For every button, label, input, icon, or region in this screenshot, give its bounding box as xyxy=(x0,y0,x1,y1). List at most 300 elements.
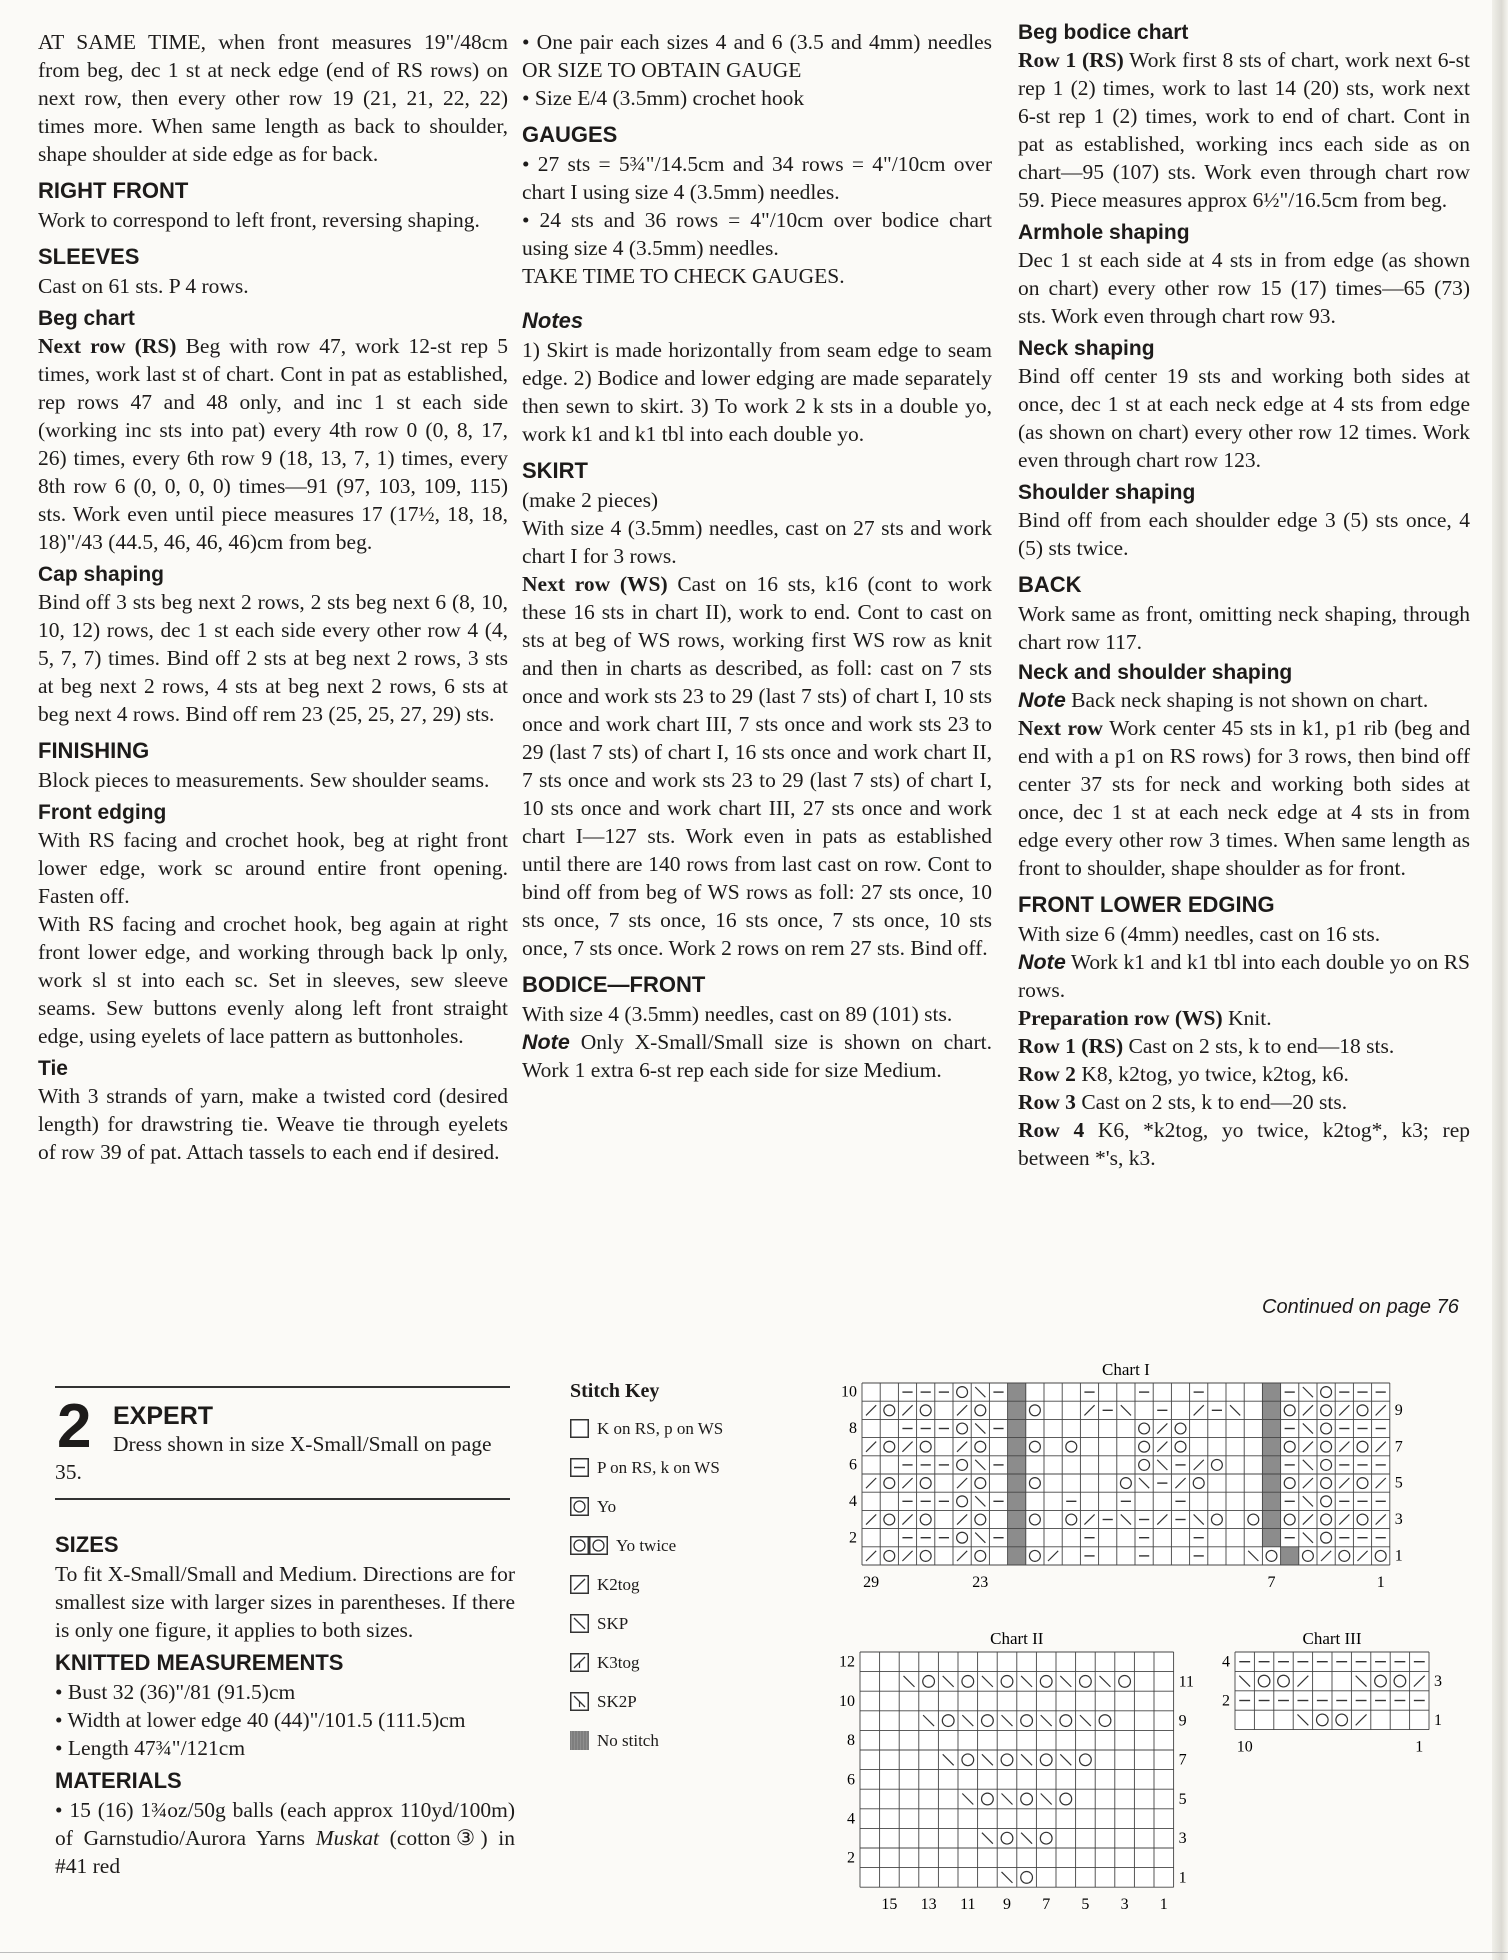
chart-background xyxy=(860,1652,1174,1887)
column-1 xyxy=(38,28,508,1172)
yo-mark xyxy=(1139,1441,1150,1452)
skp-mark xyxy=(1230,1405,1240,1415)
yo-mark xyxy=(1211,1459,1222,1470)
stitch-key xyxy=(570,1380,723,1760)
yo-mark xyxy=(1029,1550,1040,1561)
chart-background xyxy=(1235,1652,1429,1730)
paragraph: To fit X-Small/Small and Medium. Directions are for smallest size with larger sizes in parentheses. If there is only one figure, it applies to both sizes. xyxy=(55,1562,515,1642)
heading-front-lower-edging: FRONT LOWER EDGING xyxy=(1018,892,1275,917)
skp-mark xyxy=(1021,1833,1032,1844)
k2tog-mark xyxy=(902,1478,912,1488)
skp-mark xyxy=(1041,1715,1052,1726)
empty-square-icon xyxy=(570,1419,597,1438)
expert-section xyxy=(55,1386,510,1484)
gray-square-icon xyxy=(570,1731,597,1750)
skp-mark xyxy=(923,1715,934,1726)
row-label: 6 xyxy=(849,1456,857,1474)
row-label: 8 xyxy=(847,1732,855,1750)
yo-mark xyxy=(1175,1441,1186,1452)
yo-mark xyxy=(1336,1714,1348,1726)
column-label: 1 xyxy=(1159,1896,1168,1914)
circle-square-icon xyxy=(570,1497,597,1516)
yo-mark xyxy=(920,1514,931,1525)
stitch-key-label: Yo xyxy=(597,1496,617,1516)
k2tog-mark xyxy=(1303,1405,1313,1415)
skp-mark xyxy=(943,1676,954,1687)
row-label: 1 xyxy=(1178,1869,1187,1887)
yo-mark xyxy=(1375,1675,1387,1687)
yo-mark xyxy=(1321,1459,1332,1470)
column-label: 29 xyxy=(863,1574,880,1591)
stitch-key-item xyxy=(570,1526,723,1565)
paragraph xyxy=(1018,1088,1470,1116)
k2tog-mark xyxy=(902,1551,912,1561)
yo-mark xyxy=(1060,1715,1072,1727)
column-3 xyxy=(1018,21,1470,1178)
skp-mark xyxy=(1248,1551,1258,1561)
row-label: 7 xyxy=(1178,1751,1187,1769)
skp-mark xyxy=(1121,1514,1131,1524)
yo-mark xyxy=(920,1550,931,1561)
yo-mark xyxy=(1040,1676,1052,1688)
stitch-key-item xyxy=(570,1682,723,1721)
k2tog-mark xyxy=(1084,1405,1094,1415)
no-stitch-cell xyxy=(1262,1474,1280,1492)
heading-finishing: FINISHING xyxy=(38,738,150,763)
paragraph: With size 4 (3.5mm) needles, cast on 89 (101) sts. xyxy=(522,1002,953,1026)
row-label: Row 4 xyxy=(1018,1118,1085,1142)
paragraph xyxy=(522,1028,992,1084)
no-stitch-cell xyxy=(1008,1492,1026,1510)
row-label: 8 xyxy=(849,1420,857,1438)
stitch-key-label: SKP xyxy=(597,1613,629,1633)
heading-skirt: SKIRT xyxy=(522,458,588,483)
paragraph: With size 4 (3.5mm) needles, cast on 27 sts and work chart I for 3 rows. xyxy=(522,516,992,568)
yo-mark xyxy=(884,1441,895,1452)
paragraph: • 27 sts = 5¾"/14.5cm and 34 rows = 4"/10cm over chart I using size 4 (3.5mm) needles. xyxy=(522,152,992,204)
paragraph: With size 6 (4mm) needles, cast on 16 sts. xyxy=(1018,922,1381,946)
row-label: 10 xyxy=(841,1383,857,1401)
yo-mark xyxy=(1321,1514,1332,1525)
paragraph: Bind off from each shoulder edge 3 (5) sts once, 4 (5) sts twice. xyxy=(1018,508,1470,560)
skp-mark xyxy=(975,1423,985,1433)
stitch-key-label: SK2P xyxy=(597,1691,637,1711)
yo-mark xyxy=(1066,1514,1077,1525)
paragraph: With RS facing and crochet hook, beg again at right front lower edge, and working through back lp only, work sl st into each sc. Set in sleeves, sew sleeve seams. Sew buttons evenly along left front straight edge, using eyelets of lace pattern as buttonholes. xyxy=(38,912,508,1048)
no-stitch-cell xyxy=(1008,1456,1026,1474)
yo-mark xyxy=(1302,1550,1313,1561)
yo-mark xyxy=(1284,1514,1295,1525)
row-label: 9 xyxy=(1178,1712,1187,1730)
skp-backslash-icon xyxy=(570,1614,597,1633)
yo-mark xyxy=(982,1715,994,1727)
k2tog-mark xyxy=(902,1514,912,1524)
heading-sleeves: SLEEVES xyxy=(38,244,140,269)
yo-mark xyxy=(1248,1514,1259,1525)
yo-mark xyxy=(1316,1714,1328,1726)
divider xyxy=(55,1386,510,1388)
paragraph: With 3 strands of yarn, make a twisted cord (desired length) for drawstring tie. Weave tie through eyelets of row 39 of pat. Attach tassels to each end if desired. xyxy=(38,1084,508,1164)
yo-mark xyxy=(1266,1550,1277,1561)
note-label: Note xyxy=(1018,950,1066,974)
yo-mark xyxy=(1357,1441,1368,1452)
yo-mark xyxy=(1029,1441,1040,1452)
row-label: 4 xyxy=(849,1492,857,1510)
text: Knit. xyxy=(1222,1006,1272,1030)
skp-mark xyxy=(1303,1460,1313,1470)
paragraph xyxy=(1018,46,1470,214)
k2tog-mark xyxy=(1339,1405,1349,1415)
skp-mark xyxy=(975,1496,985,1506)
yo-mark xyxy=(1001,1754,1013,1766)
k2tog-mark xyxy=(1357,1551,1367,1561)
stitch-key-label: Yo twice xyxy=(616,1535,677,1555)
yo-mark xyxy=(1080,1676,1092,1688)
row-label: 3 xyxy=(1434,1672,1442,1690)
k2tog-mark xyxy=(902,1442,912,1452)
page-edge xyxy=(1492,0,1508,1960)
yo-mark xyxy=(1029,1405,1040,1416)
heading-materials: MATERIALS xyxy=(55,1768,182,1793)
paragraph xyxy=(1018,1116,1470,1172)
skp-mark xyxy=(975,1533,985,1543)
list-item: • Width at lower edge 40 (44)"/101.5 (111.5)cm xyxy=(55,1708,466,1732)
no-stitch-cell xyxy=(1262,1529,1280,1547)
k2tog-mark xyxy=(866,1514,876,1524)
skp-mark xyxy=(1021,1676,1032,1687)
paragraph: Bind off center 19 sts and working both sides at once, dec 1 st at each neck edge at 4 sts from edge (as shown on chart) every other row 12 times. Work even through chart row 123. xyxy=(1018,364,1470,472)
yo-mark xyxy=(1021,1715,1033,1727)
yo-mark xyxy=(1211,1514,1222,1525)
no-stitch-cell xyxy=(1281,1547,1299,1565)
k2tog-mark xyxy=(902,1405,912,1415)
yo-mark xyxy=(1357,1478,1368,1489)
text: Work first 8 sts of chart, work next 6-st rep 1 (2) times, work to last 14 (20) sts, work next 6-st rep 1 (2) times, work to end of chart. Cont in pat as established, working incs each side as on chart—95 (107) sts. Work even through chart row 59. Piece measures approx 6½"/16.5cm from beg. xyxy=(1018,48,1470,212)
yo-mark xyxy=(1357,1514,1368,1525)
skp-mark xyxy=(962,1715,973,1726)
row-label: 4 xyxy=(1222,1653,1230,1671)
text: Back neck shaping is not shown on chart. xyxy=(1065,688,1429,712)
paragraph: Cast on 61 sts. P 4 rows. xyxy=(38,274,249,298)
text: Work k1 and k1 tbl into each double yo on RS rows. xyxy=(1018,950,1470,1002)
stitch-key-item xyxy=(570,1721,723,1760)
k2tog-mark xyxy=(1339,1478,1349,1488)
chart-1 xyxy=(841,1360,1403,1591)
no-stitch-cell xyxy=(1008,1474,1026,1492)
skp-mark xyxy=(904,1676,915,1687)
yo-mark xyxy=(1321,1387,1332,1398)
row-label: 2 xyxy=(1222,1692,1230,1710)
yo-mark xyxy=(884,1478,895,1489)
paragraph: • Size E/4 (3.5mm) crochet hook xyxy=(522,86,805,110)
yo-mark xyxy=(1278,1675,1290,1687)
stitch-key-item xyxy=(570,1565,723,1604)
chart-title: Chart I xyxy=(1102,1360,1150,1379)
stitch-key-item xyxy=(570,1409,723,1448)
heading-notes: Notes xyxy=(522,308,584,333)
stitch-key-item xyxy=(570,1448,723,1487)
yo-mark xyxy=(920,1405,931,1416)
paragraph: 1) Skirt is made horizontally from seam edge to seam edge. 2) Bodice and lower edging are made separately then sewn to skirt. 3) To work 2 k sts in a double yo, work k1 and k1 tbl into each double yo. xyxy=(522,338,992,446)
k2tog-mark xyxy=(1194,1405,1204,1415)
yo-mark xyxy=(1175,1423,1186,1434)
row-label: Next row xyxy=(1018,716,1103,740)
skp-mark xyxy=(1239,1676,1250,1687)
skp-mark xyxy=(1080,1715,1091,1726)
yo-mark xyxy=(1080,1754,1092,1766)
heading-bodice-front: BODICE—FRONT xyxy=(522,972,706,997)
yo-mark xyxy=(1001,1676,1013,1688)
k2tog-mark xyxy=(1303,1442,1313,1452)
yo-mark xyxy=(962,1676,974,1688)
yo-mark xyxy=(1040,1754,1052,1766)
heading-cap-shaping: Cap shaping xyxy=(38,563,165,586)
row-label: 2 xyxy=(849,1529,857,1547)
k2tog-mark xyxy=(957,1405,967,1415)
skp-mark xyxy=(1297,1714,1308,1725)
row-label: Row 3 xyxy=(1018,1090,1076,1114)
row-label: 5 xyxy=(1394,1474,1403,1492)
column-label: 10 xyxy=(1236,1738,1253,1756)
k2tog-mark xyxy=(1356,1714,1367,1725)
yo-mark xyxy=(1321,1441,1332,1452)
k2tog-mark xyxy=(1414,1676,1425,1687)
k2tog-slash-icon xyxy=(570,1575,597,1594)
row-label: 10 xyxy=(839,1692,855,1710)
heading-armhole-shaping: Armhole shaping xyxy=(1018,221,1190,244)
no-stitch-cell xyxy=(1008,1401,1026,1419)
skp-mark xyxy=(1002,1794,1013,1805)
list-item xyxy=(55,1796,515,1880)
paragraph xyxy=(522,570,992,962)
chart-title: Chart II xyxy=(990,1629,1044,1648)
skp-mark xyxy=(975,1460,985,1470)
yo-mark xyxy=(975,1441,986,1452)
column-label: 23 xyxy=(972,1574,989,1591)
yo-mark xyxy=(957,1532,968,1543)
text: Beg with row 47, work 12-st rep 5 times, work last st of chart. Cont in pat as established, rep rows 47 and 48 only, and inc 1 st each side (working inc sts into pat) every 4th row 0 (0, 8, 17, 26) times, every 6th row 9 (18, 13, 7, 1) times, every 8th row 6 (0, 0, 0, 0) times—91 (97, 103, 109, 115) sts. Work even until piece measures 17 (17½, 18, 18, 18)"/43 (44.5, 46, 46, 46)cm from beg. xyxy=(38,334,509,554)
yo-mark xyxy=(1258,1675,1270,1687)
k2tog-mark xyxy=(1321,1551,1331,1561)
yo-mark xyxy=(1060,1793,1072,1805)
text: K8, k2tog, yo twice, k2tog, k6. xyxy=(1075,1062,1349,1086)
no-stitch-cell xyxy=(1008,1510,1026,1528)
paragraph: TAKE TIME TO CHECK GAUGES. xyxy=(522,264,845,288)
paragraph xyxy=(1018,1032,1470,1060)
paragraph: AT SAME TIME, when front measures 19"/48cm from beg, dec 1 st at neck edge (end of RS rows) on next row, then every other row 19 (21, 21, 22, 22) times more. When same length as back to shoulder, shape shoulder at side edge as for back. xyxy=(38,30,508,166)
paragraph: With RS facing and crochet hook, beg at right front lower edge, work sc around entire front opening. Fasten off. xyxy=(38,828,508,908)
k2tog-mark xyxy=(957,1478,967,1488)
chart-2 xyxy=(839,1629,1194,1913)
yo-mark xyxy=(957,1459,968,1470)
k2tog-mark xyxy=(1157,1442,1167,1452)
k2tog-mark xyxy=(957,1551,967,1561)
row-label: Preparation row (WS) xyxy=(1018,1006,1223,1030)
column-label: 1 xyxy=(1376,1574,1385,1591)
no-stitch-cell xyxy=(1262,1401,1280,1419)
heading-gauges: GAUGES xyxy=(522,122,618,147)
yo-mark xyxy=(1321,1423,1332,1434)
skp-mark xyxy=(1303,1533,1313,1543)
k2tog-mark xyxy=(1175,1478,1185,1488)
sk2p-backslash-icon xyxy=(570,1692,597,1711)
k2tog-mark xyxy=(1376,1514,1386,1524)
row-label: 5 xyxy=(1178,1790,1187,1808)
paragraph: Work to correspond to left front, reversing shaping. xyxy=(38,208,480,232)
dash-square-icon xyxy=(570,1458,597,1477)
text: • 15 (16) 1¾oz/50g balls (each approx 110yd/100m) of Garnstudio/Aurora Yarns xyxy=(55,1798,515,1850)
k2tog-mark xyxy=(1303,1478,1313,1488)
yo-mark xyxy=(1119,1676,1131,1688)
yo-mark xyxy=(1394,1675,1406,1687)
skp-mark xyxy=(1303,1496,1313,1506)
yo-mark xyxy=(982,1793,994,1805)
skp-mark xyxy=(1157,1460,1167,1470)
yo-mark xyxy=(962,1754,974,1766)
yo-mark xyxy=(975,1405,986,1416)
row-label: 9 xyxy=(1394,1401,1403,1419)
no-stitch-cell xyxy=(1008,1547,1026,1565)
text: Cast on 2 sts, k to end—20 sts. xyxy=(1075,1090,1348,1114)
row-label: Row 2 xyxy=(1018,1062,1076,1086)
skp-mark xyxy=(943,1754,954,1765)
yo-mark xyxy=(942,1715,954,1727)
stitch-key-item xyxy=(570,1487,723,1526)
paragraph: • 24 sts and 36 rows = 4"/10cm over bodice chart using size 4 (3.5mm) needles. xyxy=(522,208,992,260)
row-label: 11 xyxy=(1178,1673,1195,1691)
list-item: • Length 47¾"/121cm xyxy=(55,1736,246,1760)
text: Cast on 2 sts, k to end—18 sts. xyxy=(1123,1034,1395,1058)
column-label: 15 xyxy=(881,1896,898,1914)
skp-mark xyxy=(1041,1794,1052,1805)
heading-tie: Tie xyxy=(38,1057,68,1080)
yo-mark xyxy=(1321,1532,1332,1543)
stitch-key-label: K on RS, p on WS xyxy=(597,1418,724,1438)
row-label: 7 xyxy=(1394,1438,1403,1456)
yo-mark xyxy=(1021,1872,1033,1884)
double-circle-square-icon xyxy=(570,1536,616,1555)
column-label: 7 xyxy=(1267,1574,1276,1591)
yo-mark xyxy=(1321,1405,1332,1416)
no-stitch-cell xyxy=(1262,1492,1280,1510)
yo-mark xyxy=(1139,1459,1150,1470)
k2tog-mark xyxy=(1194,1460,1204,1470)
paragraph: Work same as front, omitting neck shaping, through chart row 117. xyxy=(1018,602,1470,654)
paragraph xyxy=(1018,1004,1470,1032)
skp-mark xyxy=(1121,1405,1131,1415)
skp-mark xyxy=(982,1833,993,1844)
yo-mark xyxy=(1284,1478,1295,1489)
k2tog-mark xyxy=(1339,1514,1349,1524)
yo-mark xyxy=(920,1478,931,1489)
paragraph: Dec 1 st each side at 4 sts in from edge (as shown on chart) every other row 15 (17) times—65 (73) sts. Work even through chart row 93. xyxy=(1018,248,1470,328)
yo-mark xyxy=(1021,1793,1033,1805)
yo-mark xyxy=(1066,1441,1077,1452)
column-label: 11 xyxy=(960,1896,976,1914)
yo-mark xyxy=(920,1441,931,1452)
yo-mark xyxy=(1339,1550,1350,1561)
chart-3 xyxy=(1222,1629,1442,1756)
yo-mark xyxy=(1120,1478,1131,1489)
k2tog-mark xyxy=(866,1442,876,1452)
yo-mark xyxy=(1193,1478,1204,1489)
yo-mark xyxy=(884,1514,895,1525)
k2tog-mark xyxy=(1376,1442,1386,1452)
no-stitch-cell xyxy=(1008,1438,1026,1456)
text: K6, *k2tog, yo twice, k2tog*, k3; rep between *'s, k3. xyxy=(1018,1118,1470,1170)
row-label: 3 xyxy=(1394,1511,1403,1529)
stitch-key-label: K2tog xyxy=(597,1574,640,1594)
column-label: 9 xyxy=(1003,1896,1011,1914)
continued-note: Continued on page 76 xyxy=(1262,1296,1459,1318)
column-2 xyxy=(522,28,992,1090)
column-label: 5 xyxy=(1081,1896,1090,1914)
k2tog-mark xyxy=(1376,1405,1386,1415)
column-label: 3 xyxy=(1120,1896,1129,1914)
stitch-key-item xyxy=(570,1604,723,1643)
note-label: Note xyxy=(522,1030,570,1054)
skp-mark xyxy=(1139,1478,1149,1488)
row-label: 12 xyxy=(839,1653,855,1671)
heading-neck-and-shoulder-shaping: Neck and shoulder shaping xyxy=(1018,661,1293,684)
heading-shoulder-shaping: Shoulder shaping xyxy=(1018,481,1196,504)
k2tog-mark xyxy=(1297,1676,1308,1687)
k3tog-slash-icon xyxy=(570,1653,597,1672)
yo-mark xyxy=(1284,1441,1295,1452)
heading-front-edging: Front edging xyxy=(38,801,167,824)
skp-mark xyxy=(1100,1676,1111,1687)
column-label: 7 xyxy=(1042,1896,1051,1914)
k2tog-mark xyxy=(1157,1423,1167,1433)
stitch-key-label: No stitch xyxy=(597,1730,659,1750)
yo-mark xyxy=(884,1405,895,1416)
k2tog-mark xyxy=(1376,1478,1386,1488)
no-stitch-cell xyxy=(1262,1438,1280,1456)
no-stitch-cell xyxy=(1262,1510,1280,1528)
skp-mark xyxy=(1002,1715,1013,1726)
paragraph: • One pair each sizes 4 and 6 (3.5 and 4mm) needles OR SIZE TO OBTAIN GAUGE xyxy=(522,30,992,82)
paragraph: Bind off 3 sts beg next 2 rows, 2 sts beg next 6 (8, 10, 10, 12) rows, dec 1 st each side every other row 4 (4, 5, 7, 7) times. Bind off 2 sts at beg next 2 rows, 3 sts at beg next 2 rows, 4 sts at beg next 2 rows, 6 sts at beg next 4 rows. Bind off rem 23 (25, 25, 27, 29) sts. xyxy=(38,590,508,726)
yo-mark xyxy=(1040,1832,1052,1844)
yo-mark xyxy=(1321,1496,1332,1507)
row-label: 1 xyxy=(1434,1711,1442,1729)
text: Cast on 16 sts, k16 (cont to work these 16 sts in chart II), work to end. Cont to cast on sts at beg of WS rows, working first WS row as knit and then in charts as described, as foll: cast on 7 sts once and work sts 23 to 29 (last 7 sts) of chart I, 10 sts once and work chart III, 7 sts once and work sts 23 to 29 (last 7 sts) of chart I, 16 sts once and work chart II, 7 sts once and work sts 23 to 29 (last 7 sts) of chart I, 10 sts once and work chart III, 27 sts once and work chart I—127 sts. Work even in pats as established until there are 140 rows from last cast on row. Cont to bind off from beg of WS rows as foll: 27 sts once, 10 sts once, 7 sts once, 16 sts once, 7 sts once, 10 sts once, 7 sts once. Work 2 rows on rem 27 sts. Bind off. xyxy=(522,572,992,960)
row-label: 1 xyxy=(1394,1547,1403,1565)
yo-mark xyxy=(975,1550,986,1561)
heading-back: BACK xyxy=(1018,572,1082,597)
yo-mark xyxy=(1321,1478,1332,1489)
column-label: 13 xyxy=(920,1896,937,1914)
chart-background xyxy=(862,1383,1390,1565)
stitch-key-label: P on RS, k on WS xyxy=(597,1457,720,1477)
paragraph xyxy=(1018,686,1470,714)
yo-mark xyxy=(1139,1423,1150,1434)
column-label: 1 xyxy=(1415,1738,1424,1756)
paragraph xyxy=(1018,1060,1470,1088)
k2tog-mark xyxy=(866,1551,876,1561)
list-item: • Bust 32 (36)"/81 (91.5)cm xyxy=(55,1680,296,1704)
row-label: 4 xyxy=(847,1810,855,1828)
k2tog-mark xyxy=(1048,1551,1058,1561)
heading-right-front: RIGHT FRONT xyxy=(38,178,189,203)
yo-mark xyxy=(923,1676,935,1688)
yo-mark xyxy=(975,1478,986,1489)
skp-mark xyxy=(1303,1423,1313,1433)
k2tog-mark xyxy=(866,1478,876,1488)
yo-mark xyxy=(957,1387,968,1398)
yo-mark xyxy=(1357,1405,1368,1416)
paragraph xyxy=(38,332,508,556)
